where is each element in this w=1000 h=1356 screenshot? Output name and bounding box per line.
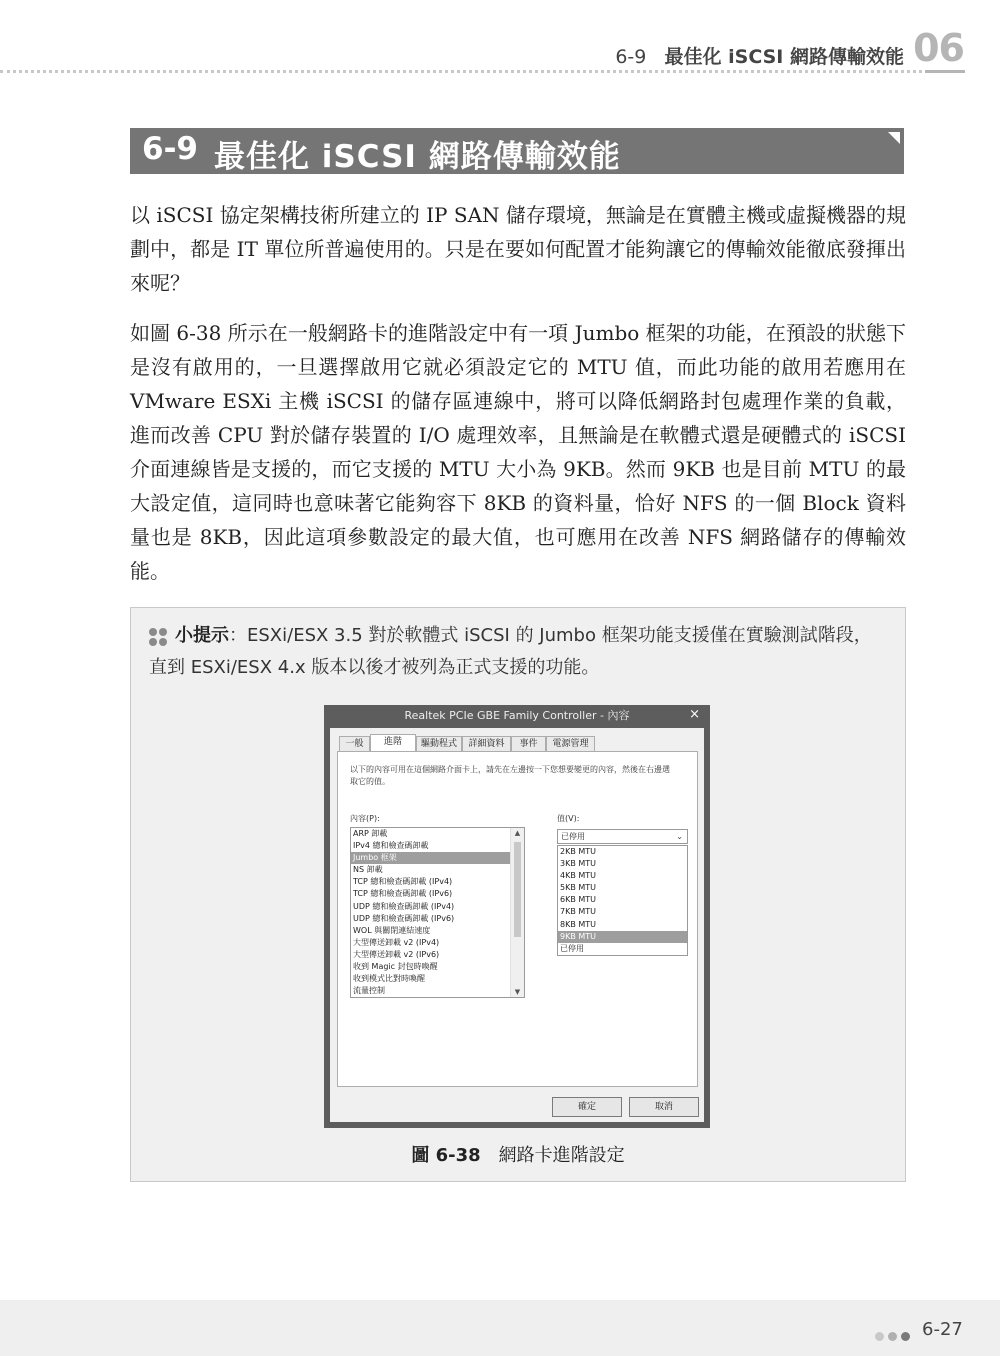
- running-header-number: 6-9: [615, 46, 647, 68]
- dropdown-option[interactable]: 3KB MTU: [560, 859, 597, 869]
- dropdown-option[interactable]: 6KB MTU: [560, 895, 597, 905]
- list-item[interactable]: 收到模式比對時喚醒: [353, 974, 425, 984]
- running-header-title: 最佳化 iSCSI 網路傳輸效能: [664, 46, 904, 68]
- list-item[interactable]: UDP 總和檢查碼卸載 (IPv6): [353, 913, 455, 923]
- value-select[interactable]: [557, 829, 688, 844]
- dropdown-option[interactable]: 8KB MTU: [560, 919, 597, 929]
- tab-driver[interactable]: 驅動程式: [416, 736, 462, 751]
- dropdown-option[interactable]: 4KB MTU: [560, 871, 597, 881]
- list-item[interactable]: 流量控制: [353, 986, 385, 996]
- corner-mark: [888, 132, 900, 144]
- property-label: 內容(P):: [350, 814, 380, 823]
- advanced-tab-panel: [337, 751, 698, 1087]
- running-header: [615, 42, 904, 69]
- dropdown-option-highlighted[interactable]: 9KB MTU: [558, 931, 687, 943]
- list-item[interactable]: IPv4 總和檢查碼卸載: [353, 841, 429, 851]
- dropdown-option[interactable]: 5KB MTU: [560, 883, 597, 893]
- scroll-thumb[interactable]: [514, 842, 521, 937]
- section-heading: [130, 128, 904, 174]
- value-label: 值(V):: [557, 814, 580, 823]
- tab-general[interactable]: 一般: [339, 736, 370, 751]
- body-paragraph-2: 如圖 6-38 所示在一般網路卡的進階設定中有一項 Jumbo 框架的功能，在預設的狀態下是沒有啟用的，一旦選擇啟用它就必須設定它的 MTU 值，而此功能的啟用若應用在 VMware ESXi 主機 iSCSI 的儲存區連線中，將可以降低網路封包處理作業的負載，進而改善 CPU 對於儲存裝置的 I/O 處理效率，且無論是在軟體式還是硬體式的 iSCSI 介面連線皆是支援的，而它支援的 MTU 大小為 9KB。然而 9KB 也是目前 MTU 的最大設定值，這同時也意味著它能夠容下 8KB 的資料量，恰好 NFS 的一個 Block 資料量也是 8KB，因此這項參數設定的最大值，也可應用在改善 NFS 網路儲存的傳輸效能。: [130, 321, 906, 583]
- properties-dialog: [324, 705, 710, 1128]
- list-item[interactable]: 大型傳送卸載 v2 (IPv6): [353, 949, 440, 959]
- dropdown-option[interactable]: 2KB MTU: [560, 847, 597, 856]
- page-number: 6-27: [922, 1319, 963, 1340]
- close-icon[interactable]: ×: [689, 707, 700, 722]
- section-number: 6-9: [142, 131, 199, 167]
- tab-advanced[interactable]: 進階: [370, 734, 416, 752]
- chevron-down-icon[interactable]: ⌄: [676, 832, 683, 841]
- body-paragraph-1: 以 iSCSI 協定架構技術所建立的 IP SAN 儲存環境，無論是在實體主機或虛擬機器的規劃中，都是 IT 單位所普遍使用的。只是在要如何配置才能夠讓它的傳輸效能徹底發揮出來呢？: [130, 203, 906, 295]
- scroll-down-icon[interactable]: ▼: [514, 988, 521, 996]
- chapter-number: 06: [913, 26, 964, 70]
- figure-caption-text: 網路卡進階設定: [498, 1145, 625, 1166]
- figure-label: 圖 6-38: [411, 1145, 481, 1166]
- list-item[interactable]: TCP 總和檢查碼卸載 (IPv6): [353, 889, 453, 899]
- dialog-description: 以下的內容可用在這個網路介面卡上，請先在左邊按一下您想要變更的內容，然後在右邊選取它的值。: [350, 765, 670, 786]
- scroll-up-icon[interactable]: ▲: [514, 829, 521, 837]
- figure-caption: [131, 1141, 905, 1167]
- section-title: 最佳化 iSCSI 網路傳輸效能: [214, 139, 621, 175]
- dialog-title: Realtek PCIe GBE Family Controller - 內容: [404, 709, 630, 722]
- list-item[interactable]: 大型傳送卸載 v2 (IPv4): [353, 937, 440, 947]
- tip-label: 小提示: [175, 625, 229, 646]
- header-dotted-rule: [0, 70, 965, 73]
- tip-separator: ：: [229, 625, 247, 646]
- ok-button[interactable]: 確定: [552, 1097, 622, 1117]
- list-item[interactable]: NS 卸載: [353, 865, 383, 875]
- tip-body: ESXi/ESX 3.5 對於軟體式 iSCSI 的 Jumbo 框架功能支援僅在實驗測試階段，直到 ESXi/ESX 4.x 版本以後才被列為正式支援的功能。: [149, 625, 872, 678]
- list-item[interactable]: 收到 Magic 封包時喚醒: [353, 962, 438, 972]
- tip-box: [130, 607, 906, 1182]
- list-scrollbar[interactable]: [510, 828, 524, 997]
- list-item[interactable]: ARP 卸載: [353, 829, 388, 838]
- list-item[interactable]: WOL 與關閉連結速度: [353, 925, 431, 935]
- value-dropdown-list[interactable]: [557, 845, 688, 956]
- tab-details[interactable]: 詳細資料: [462, 736, 511, 751]
- list-item[interactable]: TCP 總和檢查碼卸載 (IPv4): [353, 877, 453, 887]
- dropdown-option[interactable]: 已停用: [560, 943, 584, 953]
- tab-power-management[interactable]: 電源管理: [546, 736, 595, 751]
- dialog-body: [330, 728, 704, 1122]
- tip-text: [149, 620, 889, 684]
- footer-dots-icon: [875, 1326, 914, 1345]
- property-listbox[interactable]: [350, 827, 525, 998]
- cancel-button[interactable]: 取消: [629, 1097, 699, 1117]
- list-item[interactable]: UDP 總和檢查碼卸載 (IPv4): [353, 901, 455, 911]
- dropdown-option[interactable]: 7KB MTU: [560, 907, 597, 917]
- chapter-underline: [925, 70, 965, 73]
- page-footer: [0, 1300, 1000, 1356]
- tab-events[interactable]: 事件: [511, 736, 546, 751]
- list-item-selected[interactable]: Jumbo 框架: [351, 852, 524, 864]
- value-select-current: 已停用: [561, 832, 585, 841]
